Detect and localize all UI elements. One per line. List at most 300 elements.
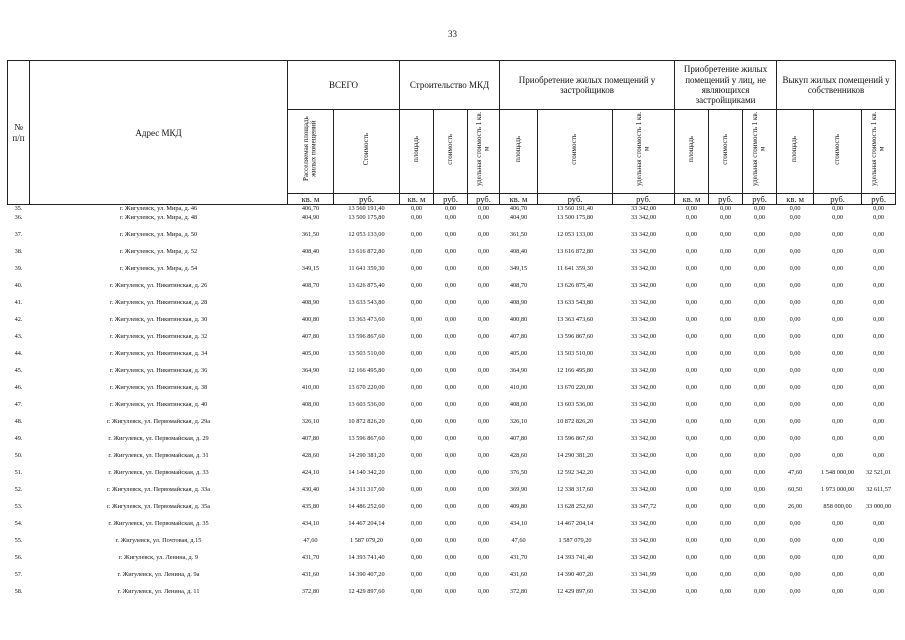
value-cell: 0,00 bbox=[789, 435, 801, 443]
value-cell: 0,00 bbox=[873, 588, 885, 596]
subheader-cell bbox=[613, 110, 675, 194]
value-cell: 33 342,00 bbox=[630, 486, 657, 494]
value-cell: 0,00 bbox=[411, 316, 423, 324]
value-cell: 0,00 bbox=[832, 384, 844, 392]
value-cell: 408,40 bbox=[509, 248, 528, 256]
row-address: г. Жигулевск, ул. Никитинская, д. 26 bbox=[109, 282, 208, 290]
value-cell: 0,00 bbox=[478, 265, 490, 273]
value-cell: 10 872 826,20 bbox=[348, 418, 385, 426]
value-cell: 0,00 bbox=[832, 282, 844, 290]
value-cell: 404,90 bbox=[301, 214, 320, 222]
table-row bbox=[8, 299, 896, 316]
header-address: Адрес МКД bbox=[30, 61, 288, 205]
row-number: 45. bbox=[14, 367, 23, 375]
value-cell: 0,00 bbox=[411, 333, 423, 341]
header-purchase-developers: Приобретение жилых помещений у застройщиков bbox=[500, 61, 675, 110]
value-cell: 0,00 bbox=[873, 350, 885, 358]
value-cell: 33 342,00 bbox=[630, 333, 657, 341]
subheader-cell bbox=[743, 110, 777, 194]
row-number: 35. bbox=[14, 205, 23, 213]
subheader-label: стоимость bbox=[720, 133, 729, 165]
value-cell: 13 628 252,60 bbox=[556, 503, 594, 511]
value-cell: 0,00 bbox=[873, 537, 885, 545]
value-cell: 0,00 bbox=[686, 520, 698, 528]
value-cell: 372,80 bbox=[301, 588, 320, 596]
value-cell: 33 342,00 bbox=[630, 316, 657, 324]
unit-cell: руб. bbox=[334, 194, 400, 205]
value-cell: 0,00 bbox=[445, 384, 457, 392]
value-cell: 0,00 bbox=[686, 537, 698, 545]
table-row bbox=[8, 333, 896, 350]
value-cell: 435,80 bbox=[301, 503, 320, 511]
row-number: 42. bbox=[14, 316, 23, 324]
table-row bbox=[8, 205, 896, 215]
unit-cell: кв. м bbox=[400, 194, 434, 205]
unit-cell: руб. bbox=[709, 194, 743, 205]
value-cell: 0,00 bbox=[789, 316, 801, 324]
row-address: г. Жигулевск, ул. Никитинская, д. 38 bbox=[109, 384, 208, 392]
value-cell: 0,00 bbox=[832, 452, 844, 460]
value-cell: 14 467 204,14 bbox=[556, 520, 594, 528]
header-group-row bbox=[8, 61, 896, 110]
value-cell: 407,80 bbox=[509, 333, 528, 341]
row-address: г. Жигулевск, ул. Первомайская, д. 33а bbox=[106, 486, 211, 494]
row-address: г. Жигулевск, ул. Первомайская, д. 29 bbox=[108, 435, 209, 443]
value-cell: 0,00 bbox=[873, 265, 885, 273]
value-cell: 60,50 bbox=[787, 486, 803, 494]
table-row bbox=[8, 401, 896, 418]
value-cell: 406,70 bbox=[509, 205, 528, 213]
value-cell: 0,00 bbox=[754, 384, 766, 392]
value-cell: 33 341,99 bbox=[630, 571, 657, 579]
subheader-label: площадь bbox=[790, 136, 799, 162]
row-address: г. Жигулевск, ул. Ленина, д. 9 bbox=[118, 554, 199, 562]
value-cell: 13 616 872,80 bbox=[556, 248, 594, 256]
row-number: 44. bbox=[14, 350, 23, 358]
subheader-label: стоимость bbox=[445, 133, 454, 165]
value-cell: 11 641 359,30 bbox=[348, 265, 385, 273]
subheader-cell bbox=[334, 110, 400, 194]
table-row bbox=[8, 588, 896, 605]
subheader-label: площадь bbox=[686, 136, 695, 162]
table-row bbox=[8, 231, 896, 248]
value-cell: 431,70 bbox=[301, 554, 320, 562]
value-cell: 33 347,72 bbox=[630, 503, 657, 511]
value-cell: 0,00 bbox=[873, 367, 885, 375]
value-cell: 14 140 342,20 bbox=[348, 469, 385, 477]
value-cell: 1 587 079,20 bbox=[349, 537, 384, 545]
value-cell: 0,00 bbox=[832, 367, 844, 375]
value-cell: 0,00 bbox=[720, 503, 732, 511]
value-cell: 405,00 bbox=[301, 350, 320, 358]
value-cell: 0,00 bbox=[686, 316, 698, 324]
value-cell: 0,00 bbox=[686, 205, 698, 213]
row-address: г. Жигулевск, ул. Никитинская, д. 36 bbox=[109, 367, 208, 375]
value-cell: 0,00 bbox=[686, 401, 698, 409]
row-address: г. Жигулевск, ул. Ленина, д. 9а bbox=[117, 571, 200, 579]
value-cell: 0,00 bbox=[720, 333, 732, 341]
subheader-label: Расселяемая площадь жилых помещений bbox=[301, 116, 318, 182]
value-cell: 431,70 bbox=[509, 554, 528, 562]
value-cell: 33 342,00 bbox=[630, 435, 657, 443]
value-cell: 0,00 bbox=[686, 367, 698, 375]
value-cell: 14 393 741,40 bbox=[556, 554, 594, 562]
value-cell: 0,00 bbox=[873, 418, 885, 426]
table-row bbox=[8, 316, 896, 333]
row-number: 49. bbox=[14, 435, 23, 443]
value-cell: 0,00 bbox=[754, 401, 766, 409]
value-cell: 0,00 bbox=[873, 214, 885, 222]
row-number: 51. bbox=[14, 469, 23, 477]
subheader-label: удельная стоимость 1 кв. м bbox=[634, 111, 651, 187]
value-cell: 407,80 bbox=[509, 435, 528, 443]
value-cell: 0,00 bbox=[720, 248, 732, 256]
value-cell: 13 560 191,40 bbox=[348, 205, 385, 213]
value-cell: 33 342,00 bbox=[630, 469, 657, 477]
value-cell: 0,00 bbox=[873, 333, 885, 341]
value-cell: 14 290 381,20 bbox=[556, 452, 594, 460]
value-cell: 0,00 bbox=[832, 418, 844, 426]
value-cell: 408,00 bbox=[509, 401, 528, 409]
value-cell: 0,00 bbox=[445, 299, 457, 307]
value-cell: 0,00 bbox=[873, 384, 885, 392]
value-cell: 0,00 bbox=[832, 248, 844, 256]
value-cell: 0,00 bbox=[478, 299, 490, 307]
row-address: г. Жигулевск, ул. Мира, д. 52 bbox=[119, 248, 198, 256]
row-address: г. Жигулевск, ул. Первомайская, д. 33 bbox=[108, 469, 209, 477]
value-cell: 0,00 bbox=[411, 265, 423, 273]
value-cell: 0,00 bbox=[873, 205, 885, 213]
row-address: г. Жигулевск, ул. Никитинская, д. 34 bbox=[109, 350, 208, 358]
value-cell: 13 670 220,00 bbox=[556, 384, 594, 392]
value-cell: 0,00 bbox=[789, 282, 801, 290]
value-cell: 0,00 bbox=[478, 554, 490, 562]
subheader-label: площадь bbox=[411, 136, 420, 162]
table-row bbox=[8, 282, 896, 299]
table-row bbox=[8, 418, 896, 435]
value-cell: 0,00 bbox=[411, 350, 423, 358]
value-cell: 408,00 bbox=[301, 401, 320, 409]
table-row bbox=[8, 486, 896, 503]
value-cell: 0,00 bbox=[411, 520, 423, 528]
value-cell: 13 500 175,80 bbox=[556, 214, 594, 222]
value-cell: 0,00 bbox=[789, 350, 801, 358]
value-cell: 0,00 bbox=[789, 418, 801, 426]
value-cell: 0,00 bbox=[754, 248, 766, 256]
value-cell: 0,00 bbox=[720, 537, 732, 545]
value-cell: 0,00 bbox=[832, 265, 844, 273]
row-number: 38. bbox=[14, 248, 23, 256]
value-cell: 13 603 536,00 bbox=[348, 401, 385, 409]
subheader-label: стоимость bbox=[832, 133, 841, 165]
value-cell: 13 626 875,40 bbox=[348, 282, 385, 290]
value-cell: 428,60 bbox=[301, 452, 320, 460]
table-row bbox=[8, 452, 896, 469]
value-cell: 0,00 bbox=[789, 571, 801, 579]
value-cell: 0,00 bbox=[478, 571, 490, 579]
unit-cell: руб. bbox=[814, 194, 862, 205]
value-cell: 33 342,00 bbox=[630, 588, 657, 596]
row-number: 50. bbox=[14, 452, 23, 460]
value-cell: 13 500 175,80 bbox=[348, 214, 385, 222]
value-cell: 0,00 bbox=[445, 350, 457, 358]
value-cell: 0,00 bbox=[754, 333, 766, 341]
value-cell: 0,00 bbox=[478, 248, 490, 256]
subheader-cell bbox=[288, 110, 334, 194]
row-number: 46. bbox=[14, 384, 23, 392]
value-cell: 33 342,00 bbox=[630, 537, 657, 545]
value-cell: 11 641 359,30 bbox=[557, 265, 594, 273]
value-cell: 13 503 510,00 bbox=[348, 350, 385, 358]
value-cell: 0,00 bbox=[478, 231, 490, 239]
value-cell: 0,00 bbox=[411, 503, 423, 511]
value-cell: 0,00 bbox=[445, 401, 457, 409]
value-cell: 0,00 bbox=[789, 554, 801, 562]
value-cell: 408,70 bbox=[301, 282, 320, 290]
value-cell: 0,00 bbox=[789, 231, 801, 239]
value-cell: 0,00 bbox=[873, 401, 885, 409]
value-cell: 361,50 bbox=[301, 231, 320, 239]
value-cell: 0,00 bbox=[720, 588, 732, 596]
value-cell: 0,00 bbox=[411, 469, 423, 477]
value-cell: 33 342,00 bbox=[630, 299, 657, 307]
unit-cell: кв. м bbox=[777, 194, 814, 205]
value-cell: 0,00 bbox=[832, 214, 844, 222]
table-row bbox=[8, 469, 896, 486]
value-cell: 13 503 510,00 bbox=[556, 350, 594, 358]
value-cell: 0,00 bbox=[411, 205, 423, 213]
value-cell: 0,00 bbox=[832, 316, 844, 324]
value-cell: 33 342,00 bbox=[630, 452, 657, 460]
value-cell: 0,00 bbox=[686, 503, 698, 511]
row-number: 43. bbox=[14, 333, 23, 341]
value-cell: 0,00 bbox=[873, 520, 885, 528]
value-cell: 13 596 867,60 bbox=[556, 333, 594, 341]
row-number: 39. bbox=[14, 265, 23, 273]
table-body bbox=[8, 205, 896, 606]
value-cell: 0,00 bbox=[478, 486, 490, 494]
value-cell: 0,00 bbox=[720, 282, 732, 290]
value-cell: 12 053 133,00 bbox=[348, 231, 385, 239]
value-cell: 13 603 536,00 bbox=[556, 401, 594, 409]
value-cell: 0,00 bbox=[720, 520, 732, 528]
header-buyout-owners: Выкуп жилых помещений у собственников bbox=[777, 61, 896, 110]
value-cell: 0,00 bbox=[445, 214, 457, 222]
value-cell: 0,00 bbox=[754, 205, 766, 213]
value-cell: 0,00 bbox=[445, 588, 457, 596]
value-cell: 0,00 bbox=[720, 205, 732, 213]
value-cell: 0,00 bbox=[411, 418, 423, 426]
value-cell: 0,00 bbox=[478, 214, 490, 222]
value-cell: 13 626 875,40 bbox=[556, 282, 594, 290]
value-cell: 0,00 bbox=[686, 350, 698, 358]
value-cell: 0,00 bbox=[754, 571, 766, 579]
value-cell: 33 342,00 bbox=[630, 350, 657, 358]
value-cell: 407,80 bbox=[301, 435, 320, 443]
value-cell: 13 633 543,80 bbox=[556, 299, 594, 307]
value-cell: 0,00 bbox=[478, 282, 490, 290]
unit-cell: руб. bbox=[434, 194, 468, 205]
value-cell: 0,00 bbox=[478, 435, 490, 443]
table-row bbox=[8, 367, 896, 384]
value-cell: 0,00 bbox=[411, 554, 423, 562]
value-cell: 0,00 bbox=[411, 452, 423, 460]
value-cell: 405,00 bbox=[509, 350, 528, 358]
value-cell: 0,00 bbox=[478, 469, 490, 477]
subheader-label: удельная стоимость 1 кв. м bbox=[474, 111, 491, 187]
row-number: 52. bbox=[14, 486, 23, 494]
value-cell: 430,40 bbox=[301, 486, 320, 494]
value-cell: 0,00 bbox=[832, 401, 844, 409]
value-cell: 0,00 bbox=[754, 299, 766, 307]
value-cell: 400,80 bbox=[509, 316, 528, 324]
value-cell: 1 973 000,00 bbox=[821, 486, 855, 494]
value-cell: 0,00 bbox=[686, 248, 698, 256]
row-address: г. Жигулевск, ул. Ленина, д. 11 bbox=[117, 588, 200, 596]
value-cell: 0,00 bbox=[478, 520, 490, 528]
row-number: 37. bbox=[14, 231, 23, 239]
value-cell: 431,60 bbox=[509, 571, 528, 579]
unit-cell: кв. м bbox=[500, 194, 538, 205]
value-cell: 0,00 bbox=[686, 418, 698, 426]
value-cell: 0,00 bbox=[411, 384, 423, 392]
value-cell: 0,00 bbox=[720, 452, 732, 460]
value-cell: 1 548 000,00 bbox=[821, 469, 855, 477]
value-cell: 408,90 bbox=[509, 299, 528, 307]
value-cell: 0,00 bbox=[873, 571, 885, 579]
table-row bbox=[8, 554, 896, 571]
subheader-cell bbox=[400, 110, 434, 194]
value-cell: 33 342,00 bbox=[630, 520, 657, 528]
value-cell: 0,00 bbox=[789, 401, 801, 409]
header-purchase-non-developers: Приобретение жилых помещений у лиц, не являющихся застройщиками bbox=[675, 61, 777, 110]
unit-cell: руб. bbox=[743, 194, 777, 205]
subheader-cell bbox=[434, 110, 468, 194]
value-cell: 0,00 bbox=[754, 469, 766, 477]
value-cell: 13 596 867,60 bbox=[556, 435, 594, 443]
row-number: 55. bbox=[14, 537, 23, 545]
value-cell: 33 342,00 bbox=[630, 231, 657, 239]
value-cell: 0,00 bbox=[686, 384, 698, 392]
table-row bbox=[8, 350, 896, 367]
row-number: 48. bbox=[14, 418, 23, 426]
value-cell: 14 390 407,20 bbox=[556, 571, 594, 579]
value-cell: 13 596 867,60 bbox=[348, 333, 385, 341]
subheader-cell bbox=[538, 110, 613, 194]
value-cell: 0,00 bbox=[832, 571, 844, 579]
row-address: г. Жигулевск, ул. Никитинская, д. 28 bbox=[109, 299, 208, 307]
value-cell: 0,00 bbox=[720, 231, 732, 239]
value-cell: 0,00 bbox=[445, 231, 457, 239]
subheader-cell bbox=[814, 110, 862, 194]
value-cell: 0,00 bbox=[686, 588, 698, 596]
row-number: 54. bbox=[14, 520, 23, 528]
value-cell: 0,00 bbox=[720, 214, 732, 222]
value-cell: 0,00 bbox=[832, 588, 844, 596]
value-cell: 0,00 bbox=[686, 214, 698, 222]
value-cell: 369,90 bbox=[509, 486, 528, 494]
value-cell: 0,00 bbox=[411, 588, 423, 596]
value-cell: 0,00 bbox=[754, 537, 766, 545]
value-cell: 408,40 bbox=[301, 248, 320, 256]
value-cell: 0,00 bbox=[720, 469, 732, 477]
value-cell: 0,00 bbox=[686, 231, 698, 239]
value-cell: 0,00 bbox=[789, 520, 801, 528]
value-cell: 0,00 bbox=[411, 214, 423, 222]
value-cell: 0,00 bbox=[754, 350, 766, 358]
value-cell: 0,00 bbox=[720, 435, 732, 443]
value-cell: 33 342,00 bbox=[630, 248, 657, 256]
value-cell: 0,00 bbox=[686, 469, 698, 477]
value-cell: 33 342,00 bbox=[630, 367, 657, 375]
value-cell: 0,00 bbox=[478, 316, 490, 324]
value-cell: 0,00 bbox=[720, 571, 732, 579]
value-cell: 0,00 bbox=[445, 435, 457, 443]
unit-cell: кв. м bbox=[288, 194, 334, 205]
value-cell: 0,00 bbox=[832, 231, 844, 239]
value-cell: 858 000,00 bbox=[823, 503, 852, 511]
value-cell: 14 390 407,20 bbox=[348, 571, 385, 579]
value-cell: 13 596 867,60 bbox=[348, 435, 385, 443]
subheader-cell bbox=[709, 110, 743, 194]
value-cell: 12 166 495,80 bbox=[348, 367, 385, 375]
value-cell: 0,00 bbox=[720, 554, 732, 562]
subheader-label: удельная стоимость 1 кв. м bbox=[750, 111, 767, 187]
value-cell: 1 587 079,20 bbox=[558, 537, 592, 545]
value-cell: 434,10 bbox=[301, 520, 320, 528]
value-cell: 0,00 bbox=[789, 588, 801, 596]
row-address: г. Жигулевск, ул. Мира, д. 50 bbox=[119, 231, 198, 239]
header-row-number: № п/п bbox=[8, 61, 30, 205]
subheader-cell bbox=[675, 110, 709, 194]
row-number: 47. bbox=[14, 401, 23, 409]
value-cell: 0,00 bbox=[478, 367, 490, 375]
value-cell: 0,00 bbox=[686, 299, 698, 307]
value-cell: 0,00 bbox=[686, 486, 698, 494]
value-cell: 0,00 bbox=[754, 452, 766, 460]
value-cell: 0,00 bbox=[789, 367, 801, 375]
value-cell: 14 311 317,60 bbox=[348, 486, 385, 494]
value-cell: 14 290 381,20 bbox=[348, 452, 385, 460]
value-cell: 0,00 bbox=[445, 265, 457, 273]
value-cell: 0,00 bbox=[754, 435, 766, 443]
value-cell: 404,90 bbox=[509, 214, 528, 222]
value-cell: 12 592 342,20 bbox=[556, 469, 594, 477]
value-cell: 349,15 bbox=[301, 265, 320, 273]
value-cell: 32 521,01 bbox=[865, 469, 892, 477]
value-cell: 0,00 bbox=[754, 367, 766, 375]
row-address: г. Жигулевск, ул. Первомайская, д. 31 bbox=[108, 452, 209, 460]
table-row bbox=[8, 435, 896, 452]
value-cell: 434,10 bbox=[509, 520, 528, 528]
value-cell: 0,00 bbox=[754, 486, 766, 494]
value-cell: 0,00 bbox=[720, 265, 732, 273]
value-cell: 0,00 bbox=[445, 571, 457, 579]
unit-cell: руб. bbox=[468, 194, 500, 205]
value-cell: 0,00 bbox=[478, 537, 490, 545]
value-cell: 0,00 bbox=[789, 537, 801, 545]
value-cell: 0,00 bbox=[478, 401, 490, 409]
value-cell: 0,00 bbox=[720, 299, 732, 307]
value-cell: 0,00 bbox=[445, 367, 457, 375]
value-cell: 0,00 bbox=[445, 452, 457, 460]
value-cell: 0,00 bbox=[832, 435, 844, 443]
subheader-label: удельная стоимость 1 кв. м bbox=[869, 111, 886, 187]
value-cell: 0,00 bbox=[754, 503, 766, 511]
value-cell: 407,80 bbox=[301, 333, 320, 341]
header-total: ВСЕГО bbox=[288, 61, 400, 110]
value-cell: 0,00 bbox=[832, 520, 844, 528]
